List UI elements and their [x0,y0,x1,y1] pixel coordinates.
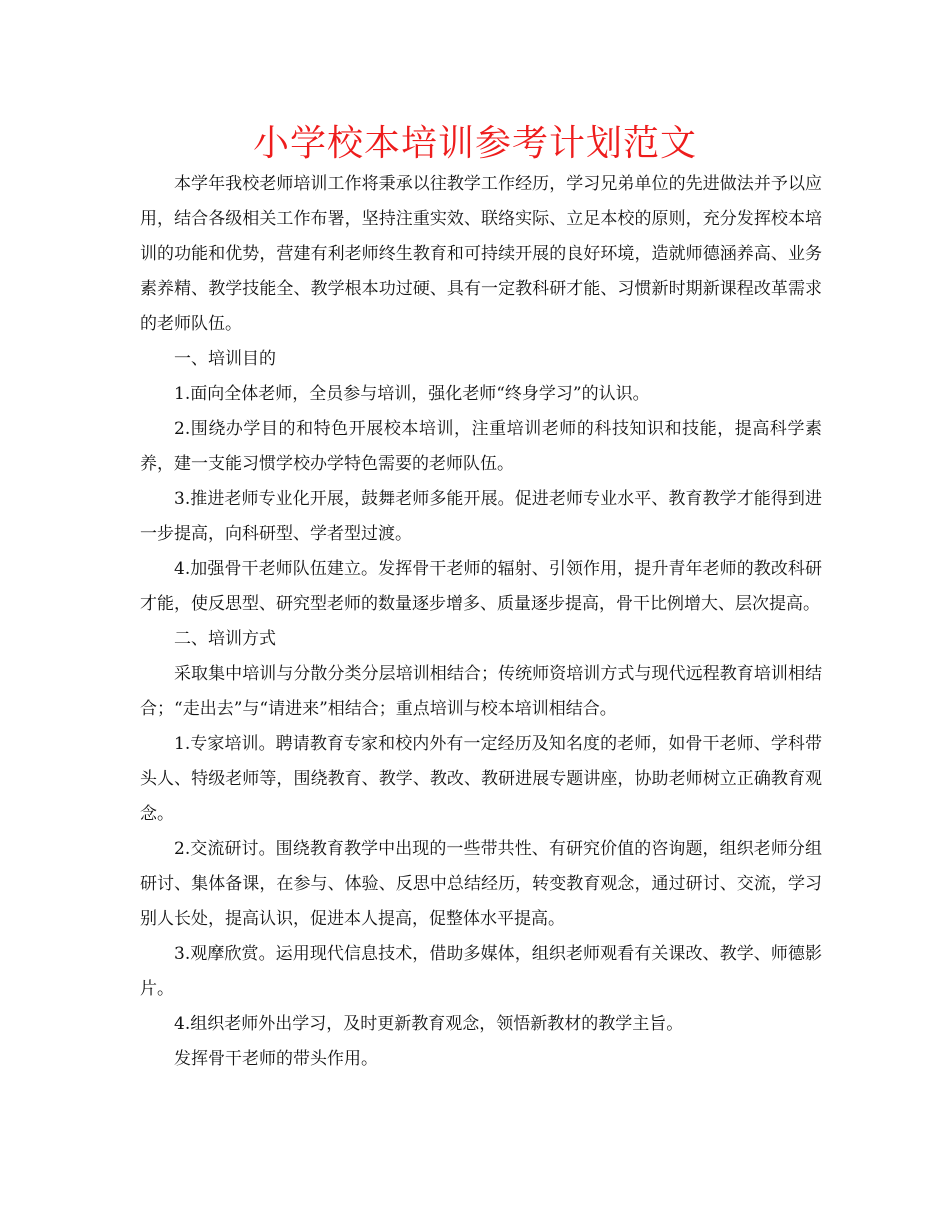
document-body [140,167,822,1077]
paragraph-goal-1: 1.面向全体老师，全员参与培训，强化老师“终身学习”的认识。 [174,384,650,404]
document-title: 小学校本培训参考计划范文 [252,123,697,164]
paragraph-intro: 本学年我校老师培训工作将秉承以往教学工作经历，学习兄弟单位的先进做法并予以应用，结合各级相关工作布署，坚持注重实效、联络实际、立足本校的原则，充分发挥校本培训的功能和优势，营建有利老师终生教育和可持续开展的良好环境，造就师德涵养高、业务素养精、教学技能全、教学根本功过硬、具有一定教科研才能、习惯新时期新课程改革需求的老师队伍。 [140,174,822,334]
paragraph-closing: 发挥骨干老师的带头作用。 [174,1049,378,1069]
paragraph-methods-intro: 采取集中培训与分散分类分层培训相结合；传统师资培训方式与现代远程教育培训相结合；“走出去”与“请进来”相结合；重点培训与校本培训相结合。 [140,664,822,719]
section-heading-goals: 一、培训目的 [174,349,276,369]
paragraph-method-1: 1.专家培训。聘请教育专家和校内外有一定经历及知名度的老师，如骨干老师、学科带头人、特级老师等，围绕教育、教学、教改、教研进展专题讲座，协助老师树立正确教育观念。 [140,734,822,824]
paragraph-goal-2: 2.围绕办学目的和特色开展校本培训，注重培训老师的科技知识和技能，提高科学素养，建一支能习惯学校办学特色需要的老师队伍。 [140,419,822,474]
paragraph-goal-3: 3.推进老师专业化开展，鼓舞老师多能开展。促进老师专业水平、教育教学才能得到进一步提高，向科研型、学者型过渡。 [140,489,822,544]
paragraph-goal-4: 4.加强骨干老师队伍建立。发挥骨干老师的辐射、引领作用，提升青年老师的教改科研才能，使反思型、研究型老师的数量逐步增多、质量逐步提高，骨干比例增大、层次提高。 [140,559,822,614]
paragraph-method-4: 4.组织老师外出学习，及时更新教育观念，领悟新教材的教学主旨。 [174,1014,684,1034]
section-heading-methods: 二、培训方式 [174,629,276,649]
paragraph-method-2: 2.交流研讨。围绕教育教学中出现的一些带共性、有研究价值的咨询题，组织老师分组研讨、集体备课，在参与、体验、反思中总结经历，转变教育观念，通过研讨、交流，学习别人长处，提高认识，促进本人提高，促整体水平提高。 [140,839,822,929]
paragraph-method-3: 3.观摩欣赏。运用现代信息技术，借助多媒体，组织老师观看有关课改、教学、师德影片。 [140,944,822,999]
